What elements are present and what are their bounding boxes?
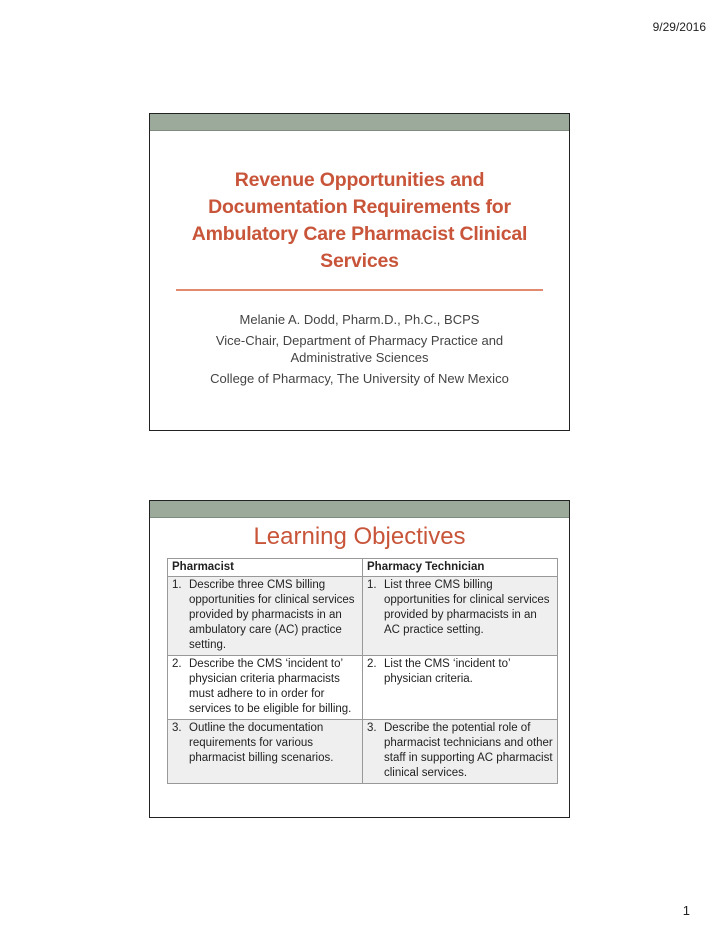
item-number: 1.: [367, 579, 377, 591]
title-slide: [149, 113, 570, 431]
title-divider: [176, 289, 543, 291]
slide-header-bar: [150, 501, 569, 518]
objectives-table: [167, 558, 558, 784]
slide-title: Revenue Opportunities and Documentation Requirements for Ambulatory Care Pharmacist Clinical Services: [191, 169, 528, 272]
table-cell: [363, 656, 558, 720]
item-text: List three CMS billing opportunities for clinical services provided by pharmacists in an AC practice setting.: [384, 579, 550, 636]
page-number: 1: [682, 903, 690, 918]
slide-title: Learning Objectives: [253, 523, 466, 550]
item-number: 3.: [367, 722, 377, 734]
presenter-position: Vice-Chair, Department of Pharmacy Practice and Administrative Sciences: [215, 332, 504, 365]
table-cell: [168, 720, 363, 784]
column-header-pharmacist: Pharmacist: [168, 559, 363, 577]
item-number: 2.: [367, 658, 377, 670]
item-text: Describe the potential role of pharmacist technicians and other staff in supporting AC pharmacist clinical services.: [384, 722, 553, 779]
item-number: 3.: [172, 722, 182, 734]
item-text: List the CMS ‘incident to’ physician criteria.: [384, 658, 511, 685]
column-header-technician: Pharmacy Technician: [363, 559, 558, 577]
item-text: Outline the documentation requirements for various pharmacist billing scenarios.: [189, 722, 334, 764]
item-number: 2.: [172, 658, 182, 670]
presenter-institution: College of Pharmacy, The University of New Mexico: [210, 370, 509, 386]
item-text: Describe the CMS ‘incident to’ physician criteria pharmacists must adhere to in order for services to be eligible for billing.: [189, 658, 352, 715]
slide-header-bar: [150, 114, 569, 131]
table-cell: [168, 577, 363, 656]
table-cell: [363, 720, 558, 784]
table-row: [168, 577, 558, 656]
page-date: 9/29/2016: [652, 20, 706, 34]
table-cell: [363, 577, 558, 656]
item-number: 1.: [172, 579, 182, 591]
presenter-name: Melanie A. Dodd, Pharm.D., Ph.C., BCPS: [239, 311, 480, 327]
presenter-info: [150, 311, 569, 387]
item-text: Describe three CMS billing opportunities for clinical services provided by pharmacists in an ambulatory care (AC) practice setting.: [189, 579, 355, 651]
table-header-row: [168, 559, 558, 577]
table-row: [168, 720, 558, 784]
objectives-slide: [149, 500, 570, 818]
table-cell: [168, 656, 363, 720]
table-row: [168, 656, 558, 720]
